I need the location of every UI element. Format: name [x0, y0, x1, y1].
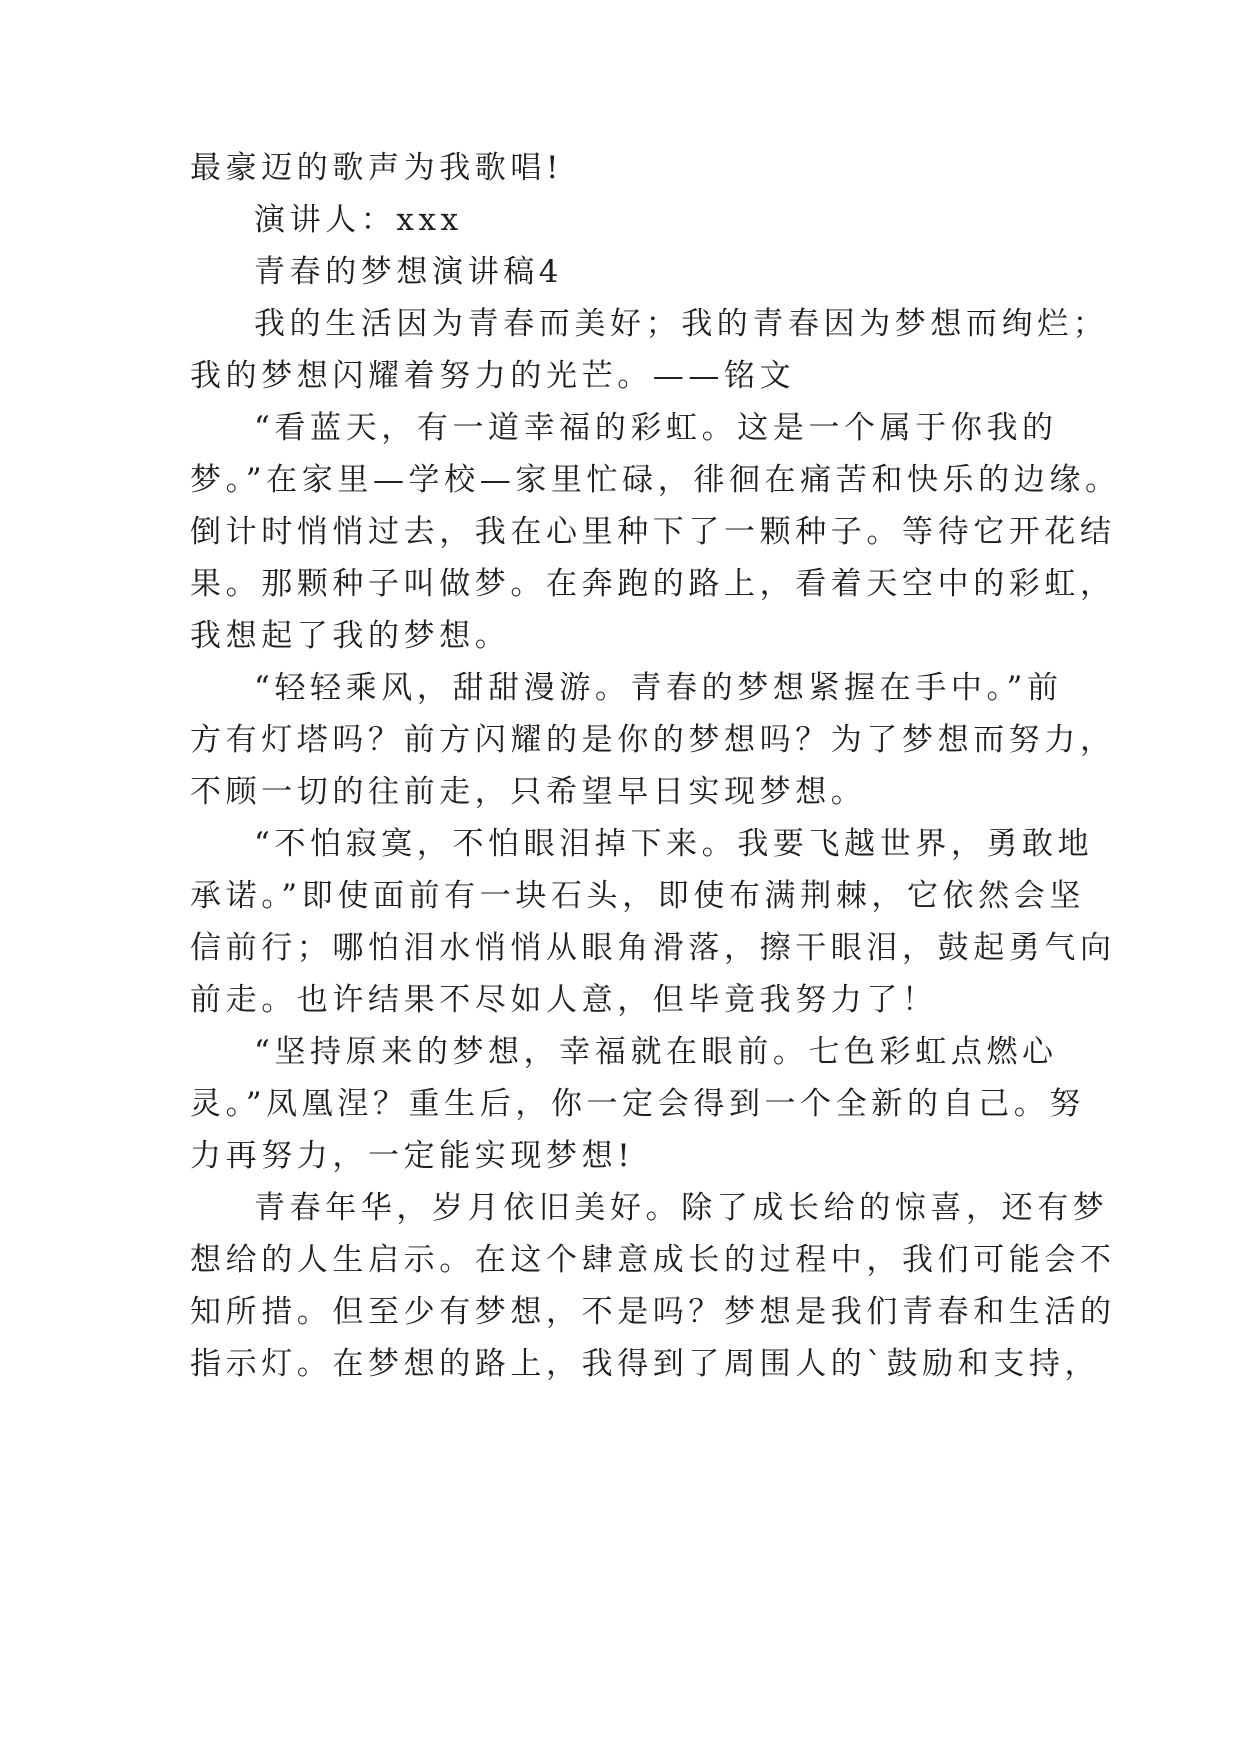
text-line: 灵。”凤凰涅？重生后，你一定会得到一个全新的自己。努 — [190, 1086, 1085, 1122]
text-line: 梦。”在家里—学校—家里忙碌，徘徊在痛苦和快乐的边缘。 — [190, 462, 1121, 498]
text-line: 果。那颗种子叫做梦。在奔跑的路上，看着天空中的彩虹， — [190, 566, 1116, 602]
text-line: 前走。也许结果不尽如人意，但毕竟我努力了！ — [190, 982, 938, 1018]
text-line: 指示灯。在梦想的路上，我得到了周围人的`鼓励和支持， — [190, 1346, 1101, 1382]
text-line: 信前行；哪怕泪水悄悄从眼角滑落，擦干眼泪，鼓起勇气向 — [190, 930, 1116, 966]
text-line: 想给的人生启示。在这个肆意成长的过程中，我们可能会不 — [190, 1242, 1116, 1278]
text-line: 倒计时悄悄过去，我在心里种下了一颗种子。等待它开花结 — [190, 514, 1116, 550]
speaker-line: 演讲人：xxx — [254, 202, 463, 238]
text-line: “坚持原来的梦想，幸福就在眼前。七色彩虹点燃心 — [254, 1034, 1058, 1070]
text-line: 力再努力，一定能实现梦想! — [190, 1138, 635, 1174]
text-line: 青春年华，岁月依旧美好。除了成长给的惊喜，还有梦 — [254, 1190, 1109, 1226]
text-line: 我想起了我的梦想。 — [190, 618, 511, 654]
text-line: 我的梦想闪耀着努力的光芒。——铭文 — [190, 358, 796, 394]
text-line: 我的生活因为青春而美好；我的青春因为梦想而绚烂； — [254, 306, 1109, 342]
text-line: “看蓝天，有一道幸福的彩虹。这是一个属于你我的 — [254, 410, 1058, 446]
text-line: 知所措。但至少有梦想，不是吗？梦想是我们青春和生活的 — [190, 1294, 1116, 1330]
section-heading: 青春的梦想演讲稿4 — [254, 254, 564, 290]
text-line: “轻轻乘风，甜甜漫游。青春的梦想紧握在手中。”前 — [254, 670, 1063, 706]
text-line: 承诺。”即使面前有一块石头，即使布满荆棘，它依然会坚 — [190, 878, 1085, 914]
text-line: 最豪迈的歌声为我歌唱! — [190, 150, 564, 186]
text-line: “不怕寂寞，不怕眼泪掉下来。我要飞越世界，勇敢地 — [254, 826, 1094, 862]
text-line: 方有灯塔吗？前方闪耀的是你的梦想吗？为了梦想而努力， — [190, 722, 1116, 758]
text-line: 不顾一切的往前走，只希望早日实现梦想。 — [190, 774, 867, 810]
